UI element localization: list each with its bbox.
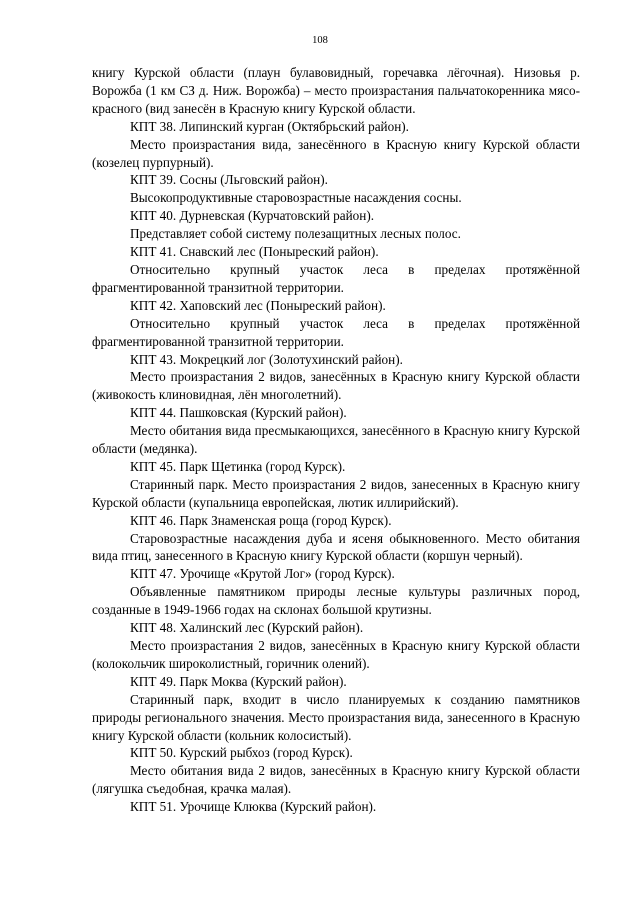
page-number: 108 xyxy=(312,35,328,46)
paragraph: КПТ 45. Парк Щетинка (город Курск). xyxy=(130,458,346,474)
paragraph: КПТ 43. Мокрецкий лог (Золотухинский район). xyxy=(130,351,403,367)
paragraph: Старинный парк. Место произрастания 2 видов, занесенных в Красную книгу Курской области (купальница европейская, лютик иллирийский). xyxy=(92,476,580,510)
paragraph: Относительно крупный участок леса в пределах протяжённой фрагментированной транзитной территории. xyxy=(92,315,580,349)
document-body xyxy=(92,64,580,816)
paragraph: КПТ 47. Урочище «Крутой Лог» (город Курск). xyxy=(130,566,395,582)
paragraph: Относительно крупный участок леса в пределах протяжённой фрагментированной транзитной территории. xyxy=(92,261,580,295)
paragraph: Высокопродуктивные старовозрастные насаждения сосны. xyxy=(130,190,462,206)
paragraph: Старовозрастные насаждения дуба и ясеня обыкновенного. Место обитания вида птиц, занесенного в Красную книгу Курской области (коршун черный). xyxy=(92,530,580,564)
paragraph: КПТ 49. Парк Моква (Курский район). xyxy=(130,673,347,689)
paragraph: Объявленные памятником природы лесные культуры различных пород, созданные в 1949-1966 годах на склонах большой крутизны. xyxy=(92,584,580,618)
paragraph: КПТ 38. Липинский курган (Октябрьский район). xyxy=(130,118,409,134)
paragraph: КПТ 50. Курский рыбхоз (город Курск). xyxy=(130,745,353,761)
paragraph: КПТ 48. Халинский лес (Курский район). xyxy=(130,620,364,636)
paragraph: Место произрастания 2 видов, занесённых в Красную книгу Курской области (колокольчик широколистный, горичник олений). xyxy=(92,638,580,671)
paragraph: КПТ 51. Урочище Клюква (Курский район). xyxy=(130,799,377,815)
paragraph: Старинный парк, входит в число планируемых к созданию памятников природы регионального значения. Место произрастания вида, занесенного в Красную книгу Курской области (кольник колосистый). xyxy=(92,691,580,743)
paragraph: КПТ 42. Хаповский лес (Поныреский район). xyxy=(130,297,386,313)
paragraph: КПТ 41. Снавский лес (Поныреский район). xyxy=(130,244,379,260)
paragraph: Представляет собой систему полезащитных лесных полос. xyxy=(130,226,461,242)
paragraph: Место произрастания вида, занесённого в Красную книгу Курской области (козелец пурпурный). xyxy=(92,136,580,170)
paragraph: КПТ 44. Пашковская (Курский район). xyxy=(130,405,347,421)
paragraph: Место обитания вида 2 видов, занесённых в Красную книгу Курской области (лягушка съедобная, крачка малая). xyxy=(92,763,580,797)
paragraph: Место обитания вида пресмыкающихся, занесённого в Красную книгу Курской области (медянка). xyxy=(92,423,580,457)
paragraph: КПТ 39. Сосны (Льговский район). xyxy=(130,172,328,188)
paragraph: Место произрастания 2 видов, занесённых в Красную книгу Курской области (живокость клиновидная, лён многолетний). xyxy=(92,369,580,403)
paragraph: книгу Курской области (плаун булавовидный, горечавка лёгочная). Низовья р. Ворожба (1 км СЗ д. Ниж. Ворожба) – место произрастания пальчатокоренника мясо-красного (вид занесён в Красную книгу Курской области. xyxy=(92,65,580,116)
paragraph: КПТ 46. Парк Знаменская роща (город Курск). xyxy=(130,512,392,528)
paragraph: КПТ 40. Дурневская (Курчатовский район). xyxy=(130,208,375,224)
